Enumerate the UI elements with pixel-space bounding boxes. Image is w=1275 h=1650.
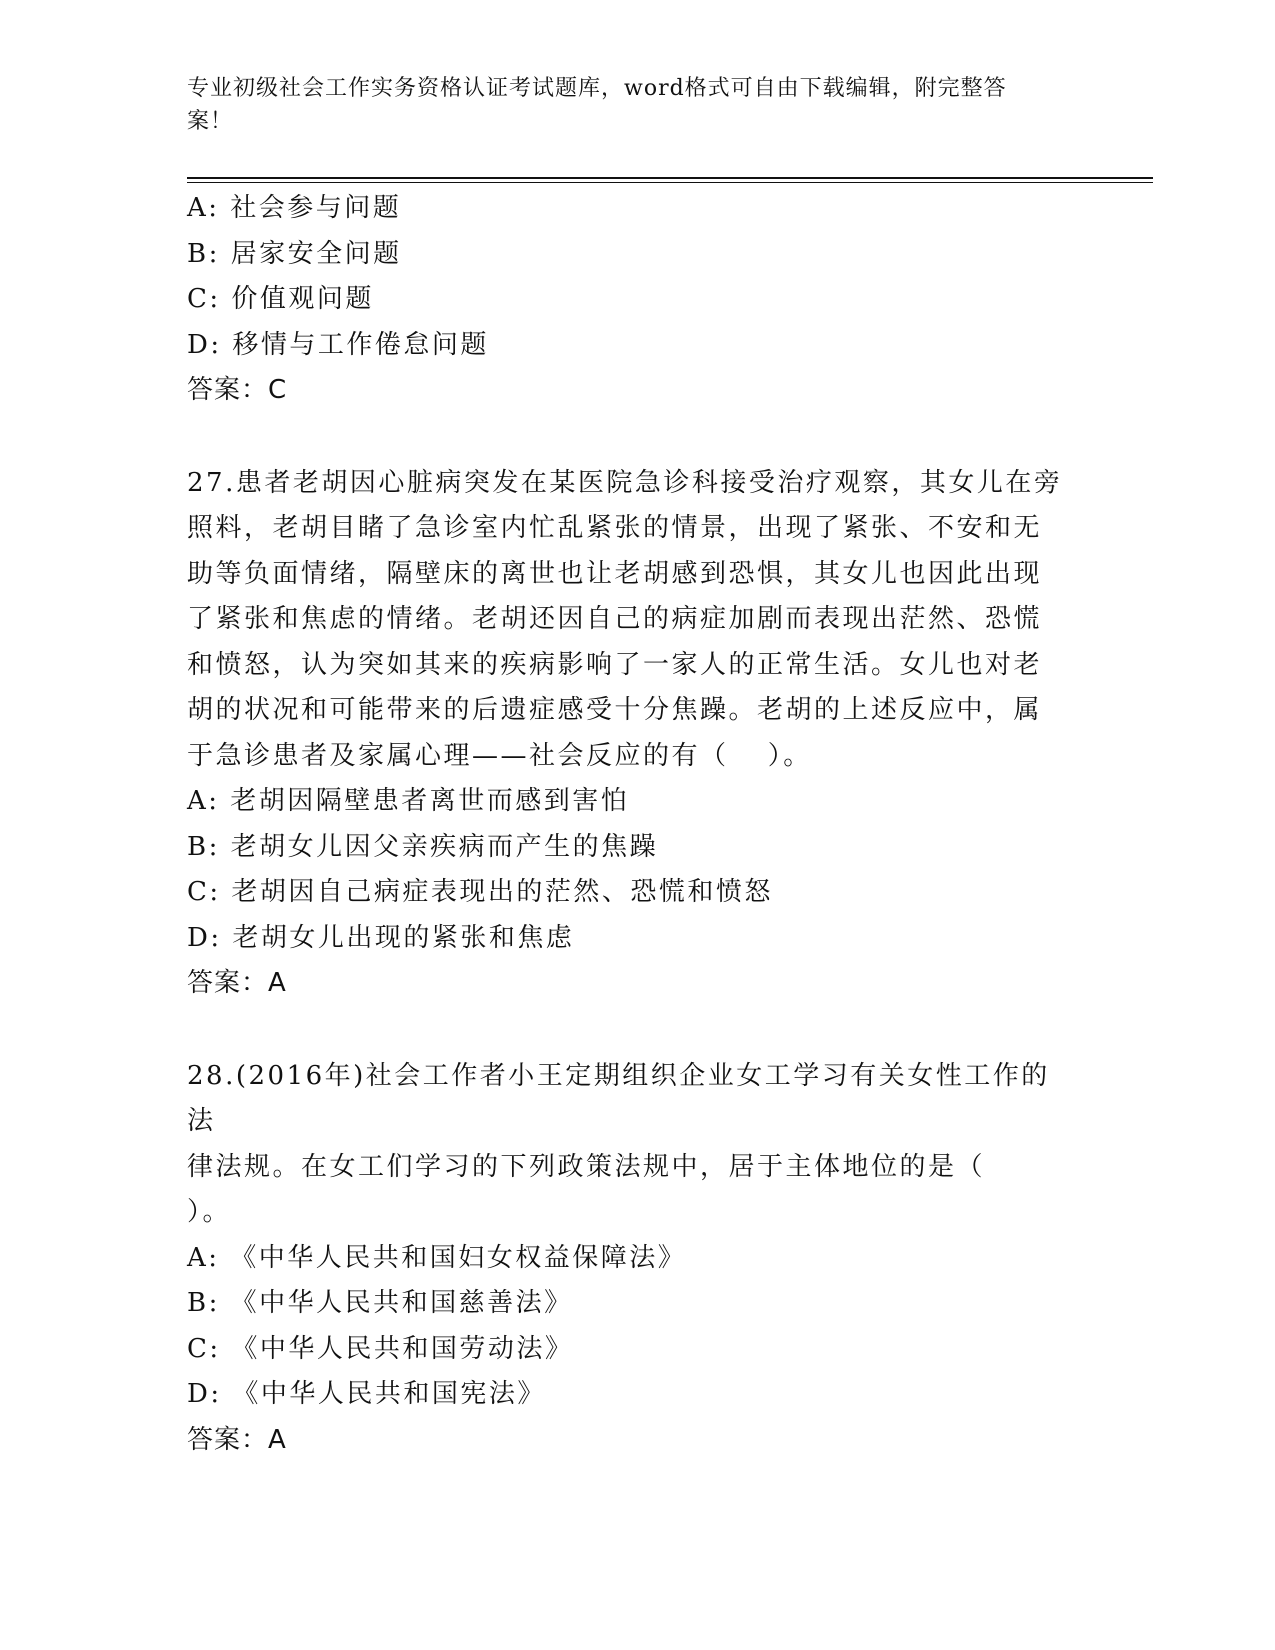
question-27: [187, 461, 1087, 1007]
question-list: [187, 186, 1087, 1463]
question-28: [187, 1054, 1087, 1464]
stem-line: 于急诊患者及家属心理——社会反应的有（ ）。: [187, 740, 812, 771]
question-stem: [187, 1054, 1067, 1236]
stem-line: 照料，老胡目睹了急诊室内忙乱紧张的情景，出现了紧张、不安和无: [187, 513, 1043, 543]
header-line-2: 案！: [187, 109, 234, 134]
option-d: D: 移情与工作倦怠问题: [187, 329, 489, 360]
question-26: [187, 186, 1087, 414]
stem-line: 27.患者老胡因心脏病突发在某医院急诊科接受治疗观察，其女儿在旁: [187, 467, 1063, 498]
stem-line: 和愤怒，认为突如其来的疾病影响了一家人的正常生活。女儿也对老: [187, 649, 1043, 680]
stem-line: 助等负面情绪，隔壁床的离世也让老胡感到恐惧，其女儿也因此出现: [187, 558, 1043, 589]
question-spacer: [187, 414, 1087, 461]
option-d: D: 老胡女儿出现的紧张和焦虑: [187, 922, 575, 953]
question-spacer: [187, 1007, 1087, 1054]
header-line-1: 专业初级社会工作实务资格认证考试题库，word格式可自由下载编辑，附完整答: [187, 76, 1007, 101]
question-stem: [187, 461, 1067, 780]
option-c: C: 价值观问题: [187, 284, 374, 314]
answer: 答案：C: [187, 375, 288, 405]
answer: 答案：A: [187, 968, 287, 998]
stem-line: 了紧张和焦虑的情绪。老胡还因自己的病症加剧而表现出茫然、恐慌: [187, 604, 1043, 634]
header-rule-thin: [187, 182, 1153, 183]
stem-line: 胡的状况和可能带来的后遗症感受十分焦躁。老胡的上述反应中，属: [187, 695, 1043, 725]
option-a: A: 社会参与问题: [187, 193, 402, 223]
option-b: B: 居家安全问题: [187, 238, 402, 269]
option-b: B: 《中华人民共和国慈善法》: [187, 1288, 573, 1318]
option-a: A: 《中华人民共和国妇女权益保障法》: [187, 1242, 687, 1273]
stem-line: 28.(2016年)社会工作者小王定期组织企业女工学习有关女性工作的法: [187, 1060, 1050, 1136]
option-d: D: 《中华人民共和国宪法》: [187, 1379, 546, 1409]
stem-line: ）。: [187, 1197, 232, 1227]
header-rule-thick: [187, 177, 1153, 179]
option-a: A: 老胡因隔壁患者离世而感到害怕: [187, 786, 630, 816]
option-c: C: 老胡因自己病症表现出的茫然、恐慌和愤怒: [187, 877, 773, 907]
stem-line: 律法规。在女工们学习的下列政策法规中，居于主体地位的是（: [187, 1151, 986, 1182]
option-b: B: 老胡女儿因父亲疾病而产生的焦躁: [187, 831, 659, 862]
page-header: [187, 72, 1067, 138]
answer: 答案：A: [187, 1424, 287, 1455]
option-c: C: 《中华人民共和国劳动法》: [187, 1333, 574, 1364]
